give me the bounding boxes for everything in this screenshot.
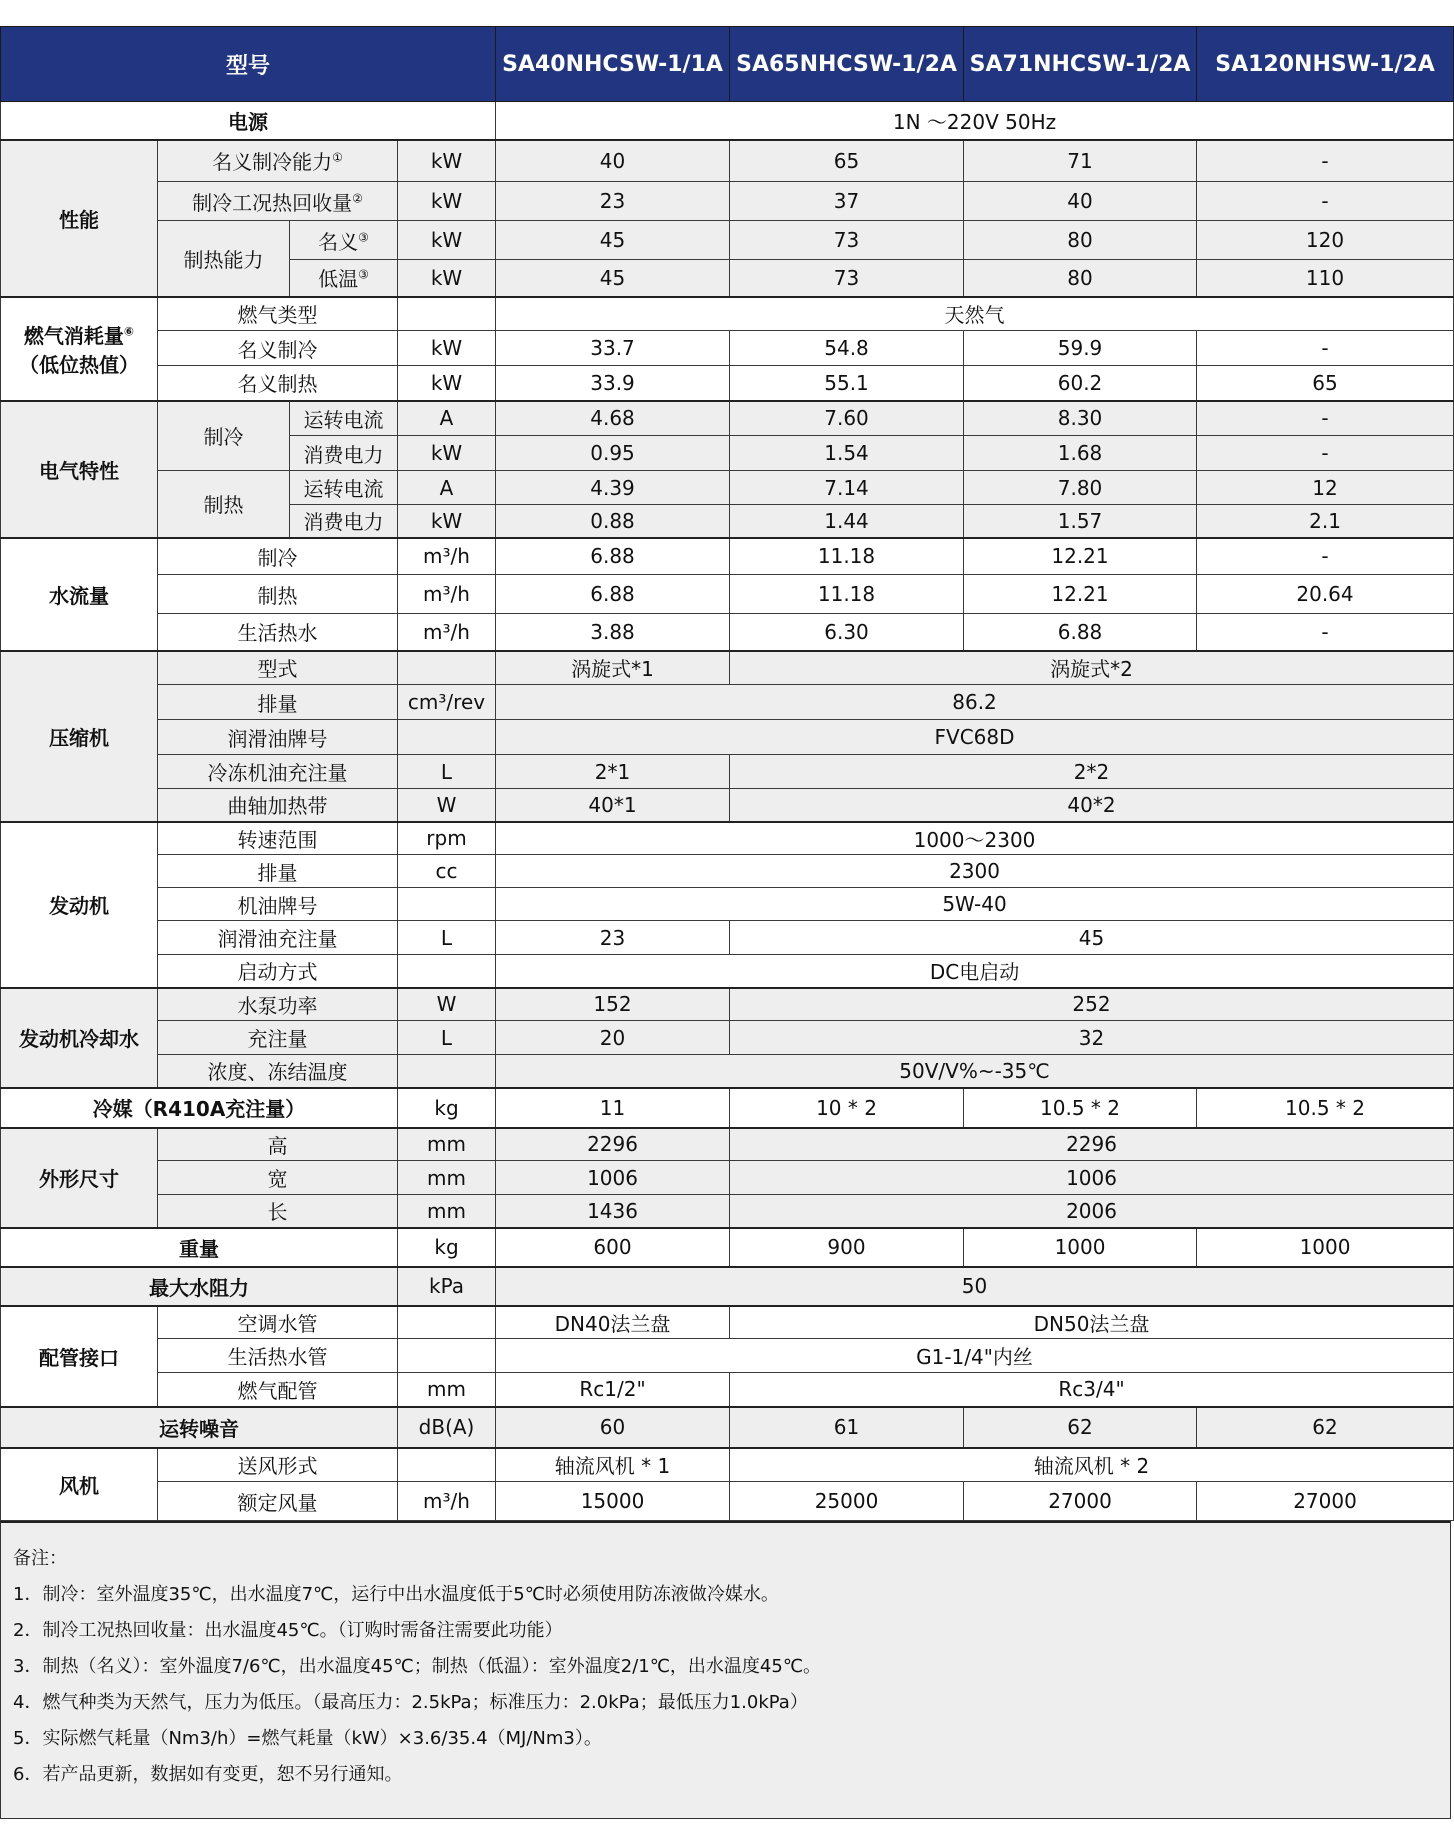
cell: 60.2 [964, 366, 1197, 401]
unit: kW [398, 505, 496, 538]
cell: 10 * 2 [730, 1088, 964, 1128]
cell: - [1197, 401, 1454, 436]
table-row [1, 955, 1454, 988]
row-label: 宽 [158, 1161, 398, 1195]
table-row [1, 1482, 1454, 1521]
cell: 50 [496, 1267, 1454, 1306]
group-label: 重量 [1, 1228, 398, 1267]
cell: 45 [496, 221, 730, 260]
cell: 1006 [496, 1161, 730, 1195]
table-row [1, 1161, 1454, 1195]
cell: DN50法兰盘 [730, 1306, 1454, 1339]
cell: 33.9 [496, 366, 730, 401]
sub-group-label: 制冷 [158, 401, 290, 471]
unit: m³/h [398, 1482, 496, 1521]
cell: Rc1/2" [496, 1373, 730, 1407]
table-row [1, 575, 1454, 614]
cell: 45 [730, 921, 1454, 955]
note-item: 1．制冷：室外温度35℃，出水温度7℃，运行中出水温度低于5℃时必须使用防冻液做冷媒水。 [13, 1584, 779, 1605]
group-label: 风机 [1, 1448, 158, 1521]
table-row [1, 614, 1454, 651]
spec-table [0, 26, 1454, 1521]
table-row [1, 988, 1454, 1021]
unit: m³/h [398, 538, 496, 575]
unit: cm³/rev [398, 685, 496, 720]
power-row [1, 102, 1454, 140]
table-row [1, 182, 1454, 221]
cell: 50V/V%~-35℃ [496, 1055, 1454, 1088]
table-row [1, 1228, 1454, 1267]
cell: 32 [730, 1021, 1454, 1055]
unit: kW [398, 140, 496, 182]
note-item: 5．实际燃气耗量（Nm3/h）=燃气耗量（kW）×3.6/35.4（MJ/Nm3）。 [13, 1728, 602, 1749]
cell: 6.88 [496, 538, 730, 575]
cell: 轴流风机 * 2 [730, 1448, 1454, 1482]
cell: 152 [496, 988, 730, 1021]
unit [398, 1448, 496, 1482]
cell: 86.2 [496, 685, 1454, 720]
unit: kW [398, 331, 496, 366]
cell: 40 [496, 140, 730, 182]
note-item: 3．制热（名义）：室外温度7/6℃，出水温度45℃；制热（低温）：室外温度2/1℃，出水温度45℃。 [13, 1656, 822, 1677]
cell: DN40法兰盘 [496, 1306, 730, 1339]
row-label: 名义③ [290, 221, 398, 260]
cell: 900 [730, 1228, 964, 1267]
unit [398, 720, 496, 755]
table-row [1, 297, 1454, 331]
cell: 5W-40 [496, 888, 1454, 921]
unit: kW [398, 436, 496, 471]
unit: kg [398, 1228, 496, 1267]
cell: 2296 [730, 1128, 1454, 1161]
cell: 27000 [1197, 1482, 1454, 1521]
model-4: SA120NHSW-1/2A [1197, 27, 1454, 102]
group-label: 发动机冷却水 [1, 988, 158, 1088]
row-label: 制冷 [158, 538, 398, 575]
row-label: 空调水管 [158, 1306, 398, 1339]
group-label: 发动机 [1, 822, 158, 988]
model-2: SA65NHCSW-1/2A [730, 27, 964, 102]
row-label: 额定风量 [158, 1482, 398, 1521]
unit: kPa [398, 1267, 496, 1306]
row-label: 名义制冷 [158, 331, 398, 366]
cell: 37 [730, 182, 964, 221]
power-value: 1N ～220V 50Hz [496, 102, 1454, 140]
unit: mm [398, 1373, 496, 1407]
table-row [1, 1339, 1454, 1373]
cell: - [1197, 331, 1454, 366]
note-item: 6．若产品更新，数据如有变更，恕不另行通知。 [13, 1764, 403, 1785]
group-label: 外形尺寸 [1, 1128, 158, 1228]
cell: 1000 [1197, 1228, 1454, 1267]
table-row [1, 822, 1454, 855]
cell: 2300 [496, 855, 1454, 888]
cell: 3.88 [496, 614, 730, 651]
unit: kW [398, 366, 496, 401]
unit: W [398, 789, 496, 822]
cell: 60 [496, 1407, 730, 1448]
cell: 40 [964, 182, 1197, 221]
row-label: 生活热水 [158, 614, 398, 651]
cell: 20.64 [1197, 575, 1454, 614]
cell: 1.44 [730, 505, 964, 538]
row-label: 生活热水管 [158, 1339, 398, 1373]
power-label: 电源 [1, 102, 496, 140]
cell: 80 [964, 260, 1197, 297]
group-label: 最大水阻力 [1, 1267, 398, 1306]
cell: 65 [1197, 366, 1454, 401]
cell: 71 [964, 140, 1197, 182]
cell: 1436 [496, 1195, 730, 1228]
unit: m³/h [398, 575, 496, 614]
group-label: 性能 [1, 140, 158, 297]
row-label: 润滑油牌号 [158, 720, 398, 755]
unit: mm [398, 1128, 496, 1161]
table-row [1, 1128, 1454, 1161]
table-row [1, 720, 1454, 755]
cell: 2.1 [1197, 505, 1454, 538]
cell: 20 [496, 1021, 730, 1055]
table-row [1, 1267, 1454, 1306]
group-label: 冷媒（R410A充注量） [1, 1088, 398, 1128]
group-label: 配管接口 [1, 1306, 158, 1407]
row-label: 润滑油充注量 [158, 921, 398, 955]
cell: - [1197, 614, 1454, 651]
cell: 6.88 [964, 614, 1197, 651]
cell: 4.68 [496, 401, 730, 436]
row-label: 曲轴加热带 [158, 789, 398, 822]
row-label: 燃气配管 [158, 1373, 398, 1407]
cell: 4.39 [496, 471, 730, 505]
unit [398, 1306, 496, 1339]
row-label: 运转电流 [290, 401, 398, 436]
unit: mm [398, 1195, 496, 1228]
cell: 62 [1197, 1407, 1454, 1448]
cell: 252 [730, 988, 1454, 1021]
cell: 2296 [496, 1128, 730, 1161]
header-row [1, 27, 1454, 102]
unit [398, 1055, 496, 1088]
cell: 1006 [730, 1161, 1454, 1195]
cell: 12.21 [964, 538, 1197, 575]
cell: 59.9 [964, 331, 1197, 366]
table-row [1, 1448, 1454, 1482]
sub-group-label: 制热能力 [158, 221, 290, 297]
cell: 12.21 [964, 575, 1197, 614]
cell: 40*2 [730, 789, 1454, 822]
cell: 23 [496, 182, 730, 221]
cell: - [1197, 436, 1454, 471]
cell: 0.88 [496, 505, 730, 538]
cell: 54.8 [730, 331, 964, 366]
table-row [1, 538, 1454, 575]
note-item: 2．制冷工况热回收量：出水温度45℃。（订购时需备注需要此功能） [13, 1620, 563, 1641]
cell: 1.68 [964, 436, 1197, 471]
table-row [1, 755, 1454, 789]
row-label: 长 [158, 1195, 398, 1228]
cell: - [1197, 140, 1454, 182]
table-row [1, 140, 1454, 182]
unit: dB(A) [398, 1407, 496, 1448]
cell: 600 [496, 1228, 730, 1267]
table-row [1, 221, 1454, 260]
cell: 27000 [964, 1482, 1197, 1521]
table-row [1, 1407, 1454, 1448]
row-label: 制冷工况热回收量② [158, 182, 398, 221]
row-label: 消费电力 [290, 505, 398, 538]
table-row [1, 1373, 1454, 1407]
cell: 10.5 * 2 [1197, 1088, 1454, 1128]
group-label: 水流量 [1, 538, 158, 651]
cell: 2*1 [496, 755, 730, 789]
cell: 7.14 [730, 471, 964, 505]
row-label: 排量 [158, 685, 398, 720]
unit: kW [398, 260, 496, 297]
cell: 6.88 [496, 575, 730, 614]
cell: 0.95 [496, 436, 730, 471]
cell: - [1197, 182, 1454, 221]
cell: 10.5 * 2 [964, 1088, 1197, 1128]
cell: 120 [1197, 221, 1454, 260]
spec-table-container [0, 26, 1454, 1819]
cell: 7.60 [730, 401, 964, 436]
row-label: 名义制冷能力① [158, 140, 398, 182]
unit: kW [398, 221, 496, 260]
table-row [1, 1055, 1454, 1088]
unit: W [398, 988, 496, 1021]
cell: 6.30 [730, 614, 964, 651]
row-label: 低温③ [290, 260, 398, 297]
cell: 80 [964, 221, 1197, 260]
cell: 12 [1197, 471, 1454, 505]
row-label: 燃气类型 [158, 297, 398, 331]
row-label: 运转电流 [290, 471, 398, 505]
cell: 23 [496, 921, 730, 955]
note-item: 4．燃气种类为天然气，压力为低压。（最高压力：2.5kPa；标准压力：2.0kPa；最低压力1.0kPa） [13, 1692, 808, 1713]
cell: 65 [730, 140, 964, 182]
cell: 110 [1197, 260, 1454, 297]
cell: 40*1 [496, 789, 730, 822]
notes-section [0, 1521, 1451, 1819]
cell: 1.57 [964, 505, 1197, 538]
unit: L [398, 1021, 496, 1055]
model-3: SA71NHCSW-1/2A [964, 27, 1197, 102]
group-label: 电气特性 [1, 401, 158, 538]
row-label: 启动方式 [158, 955, 398, 988]
unit: L [398, 921, 496, 955]
table-row [1, 1088, 1454, 1128]
cell: 11 [496, 1088, 730, 1128]
cell: 11.18 [730, 575, 964, 614]
cell: 天然气 [496, 297, 1454, 331]
cell: 45 [496, 260, 730, 297]
cell: 33.7 [496, 331, 730, 366]
unit: mm [398, 1161, 496, 1195]
cell: 涡旋式*2 [730, 651, 1454, 685]
sub-group-label: 制热 [158, 471, 290, 538]
cell: 8.30 [964, 401, 1197, 436]
row-label: 水泵功率 [158, 988, 398, 1021]
cell: 61 [730, 1407, 964, 1448]
unit: A [398, 401, 496, 436]
cell: 涡旋式*1 [496, 651, 730, 685]
table-row [1, 685, 1454, 720]
table-row [1, 331, 1454, 366]
group-label: 运转噪音 [1, 1407, 398, 1448]
table-row [1, 888, 1454, 921]
notes-title: 备注： [13, 1548, 67, 1569]
row-label: 型式 [158, 651, 398, 685]
unit [398, 1339, 496, 1373]
table-row [1, 366, 1454, 401]
unit [398, 651, 496, 685]
table-row [1, 651, 1454, 685]
unit [398, 297, 496, 331]
model-1: SA40NHCSW-1/1A [496, 27, 730, 102]
cell: 1000～2300 [496, 822, 1454, 855]
row-label: 机油牌号 [158, 888, 398, 921]
table-row [1, 855, 1454, 888]
table-row [1, 789, 1454, 822]
cell: 73 [730, 221, 964, 260]
cell: 7.80 [964, 471, 1197, 505]
row-label: 名义制热 [158, 366, 398, 401]
cell: 15000 [496, 1482, 730, 1521]
cell: 2*2 [730, 755, 1454, 789]
cell: G1-1/4"内丝 [496, 1339, 1454, 1373]
cell: 1000 [964, 1228, 1197, 1267]
cell: 62 [964, 1407, 1197, 1448]
table-row [1, 1306, 1454, 1339]
row-label: 冷冻机油充注量 [158, 755, 398, 789]
table-row [1, 1021, 1454, 1055]
table-row [1, 401, 1454, 436]
group-label: 压缩机 [1, 651, 158, 822]
table-row [1, 921, 1454, 955]
unit: kg [398, 1088, 496, 1128]
row-label: 消费电力 [290, 436, 398, 471]
row-label: 排量 [158, 855, 398, 888]
unit: m³/h [398, 614, 496, 651]
cell: 1.54 [730, 436, 964, 471]
table-row [1, 1195, 1454, 1228]
unit [398, 955, 496, 988]
group-label: 燃气消耗量⑥ （低位热值） [1, 297, 158, 401]
cell: 73 [730, 260, 964, 297]
unit: rpm [398, 822, 496, 855]
unit: kW [398, 182, 496, 221]
cell: 轴流风机 * 1 [496, 1448, 730, 1482]
cell: 11.18 [730, 538, 964, 575]
cell: Rc3/4" [730, 1373, 1454, 1407]
cell: 25000 [730, 1482, 964, 1521]
row-label: 转速范围 [158, 822, 398, 855]
table-row [1, 471, 1454, 505]
row-label: 送风形式 [158, 1448, 398, 1482]
cell: 55.1 [730, 366, 964, 401]
unit [398, 888, 496, 921]
row-label: 制热 [158, 575, 398, 614]
cell: FVC68D [496, 720, 1454, 755]
row-label: 高 [158, 1128, 398, 1161]
cell: DC电启动 [496, 955, 1454, 988]
row-label: 浓度、冻结温度 [158, 1055, 398, 1088]
cell: 2006 [730, 1195, 1454, 1228]
unit: A [398, 471, 496, 505]
header-model-label: 型号 [1, 27, 496, 102]
row-label: 充注量 [158, 1021, 398, 1055]
unit: cc [398, 855, 496, 888]
unit: L [398, 755, 496, 789]
cell: - [1197, 538, 1454, 575]
